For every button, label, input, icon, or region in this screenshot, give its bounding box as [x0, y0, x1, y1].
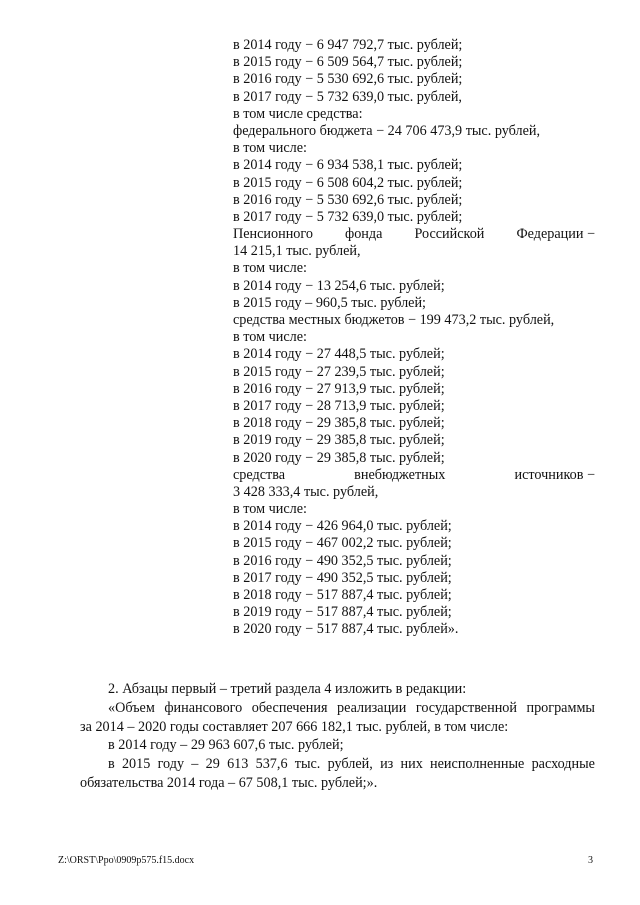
- list-line: [233, 226, 595, 243]
- footer-page-number: 3: [588, 855, 593, 866]
- section-2-word: в: [108, 756, 115, 773]
- list-line-word: средства: [233, 466, 286, 483]
- list-line: в 2015 году – 960,5 тыс. рублей;: [233, 294, 426, 311]
- footer-file-path: Z:\ORST\Ppo\0909p575.f15.docx: [58, 855, 195, 866]
- list-line: в 2016 году − 5 530 692,6 тыс. рублей;: [233, 191, 463, 208]
- list-line-word: фонда: [345, 226, 383, 243]
- list-line: в 2017 году − 28 713,9 тыс. рублей;: [233, 397, 445, 414]
- section-2-word: году: [157, 756, 185, 773]
- section-2-word: 2015: [121, 756, 151, 773]
- section-2-line: 2. Абзацы первый – третий раздела 4 изложить в редакции:: [108, 681, 467, 697]
- list-line: 14 215,1 тыс. рублей,: [233, 243, 361, 260]
- section-2-line: за 2014 – 2020 годы составляет 207 666 182,1 тыс. рублей, в том числе:: [80, 718, 509, 735]
- list-line: в 2018 году − 517 887,4 тыс. рублей;: [233, 587, 452, 603]
- list-line-word: источников −: [514, 466, 595, 483]
- list-line: средства местных бюджетов − 199 473,2 тыс. рублей,: [233, 312, 555, 328]
- list-line: в 2020 году − 29 385,8 тыс. рублей;: [233, 449, 445, 466]
- list-line: в том числе:: [233, 140, 307, 157]
- list-line: в 2014 году − 13 254,6 тыс. рублей;: [233, 277, 445, 294]
- section-2-word: программы: [526, 699, 595, 716]
- list-line: в том числе:: [233, 329, 307, 346]
- list-line: в 2019 году − 517 887,4 тыс. рублей;: [233, 604, 452, 621]
- list-line: в 2014 году − 6 947 792,7 тыс. рублей;: [233, 37, 463, 53]
- list-line: в том числе:: [233, 260, 307, 277]
- list-line: в 2015 году − 467 002,2 тыс. рублей;: [233, 535, 452, 552]
- section-2-word: тыс.: [294, 756, 321, 773]
- list-line: в 2018 году − 29 385,8 тыс. рублей;: [233, 415, 445, 432]
- list-line-word: Федерации −: [516, 226, 595, 243]
- section-2-line: [80, 755, 595, 774]
- list-line: в 2016 году − 490 352,5 тыс. рублей;: [233, 552, 452, 569]
- section-2-word: 537,6: [255, 756, 288, 773]
- section-2-word: реализации: [337, 699, 407, 716]
- list-line: в 2016 году − 27 913,9 тыс. рублей;: [233, 380, 445, 397]
- list-line: в 2015 году − 6 508 604,2 тыс. рублей;: [233, 174, 463, 191]
- financing-list: [233, 37, 595, 639]
- list-line-word: внебюджетных: [354, 466, 446, 483]
- list-line: в 2016 году − 5 530 692,6 тыс. рублей;: [233, 71, 463, 88]
- list-line-word: Пенсионного: [233, 226, 313, 243]
- section-2-amendment: [80, 680, 595, 793]
- list-line: в 2014 году − 6 934 538,1 тыс. рублей;: [233, 157, 463, 174]
- list-line-word: Российской: [414, 226, 485, 243]
- section-2-word: –: [191, 756, 199, 773]
- section-2-word: неисполненные: [430, 756, 525, 773]
- list-line: в 2017 году − 490 352,5 тыс. рублей;: [233, 569, 452, 586]
- list-line: в 2014 году − 27 448,5 тыс. рублей;: [233, 346, 445, 363]
- section-2-line: обязательства 2014 года – 67 508,1 тыс. рублей;».: [80, 774, 378, 791]
- list-line: в 2014 году − 426 964,0 тыс. рублей;: [233, 518, 452, 535]
- list-line: в 2015 году − 27 239,5 тыс. рублей;: [233, 363, 445, 380]
- list-line: в том числе:: [233, 501, 307, 518]
- section-2-word: государственной: [415, 699, 517, 716]
- section-2-word: расходные: [531, 756, 595, 773]
- list-line: федерального бюджета − 24 706 473,9 тыс. рублей,: [233, 122, 541, 139]
- list-line: в том числе средства:: [233, 105, 363, 122]
- section-2-word: них: [400, 756, 423, 773]
- list-line: в 2017 году − 5 732 639,0 тыс. рублей;: [233, 208, 463, 225]
- list-line: в 2015 году − 6 509 564,7 тыс. рублей;: [233, 54, 463, 71]
- list-line: в 2017 году − 5 732 639,0 тыс. рублей,: [233, 88, 462, 105]
- list-line: [233, 467, 595, 484]
- section-2-word: из: [380, 756, 394, 773]
- list-line: в 2019 году − 29 385,8 тыс. рублей;: [233, 432, 445, 449]
- section-2-line: [80, 699, 595, 718]
- section-2-word: рублей,: [327, 756, 373, 773]
- section-2-word: «Объем: [108, 699, 155, 716]
- section-2-word: 613: [227, 756, 249, 773]
- list-line: в 2020 году − 517 887,4 тыс. рублей».: [233, 621, 459, 638]
- section-2-word: финансового: [164, 699, 243, 716]
- section-2-word: обеспечения: [251, 699, 328, 716]
- section-2-line: в 2014 году – 29 963 607,6 тыс. рублей;: [108, 737, 344, 754]
- section-2-word: 29: [205, 756, 220, 773]
- list-line: 3 428 333,4 тыс. рублей,: [233, 483, 379, 500]
